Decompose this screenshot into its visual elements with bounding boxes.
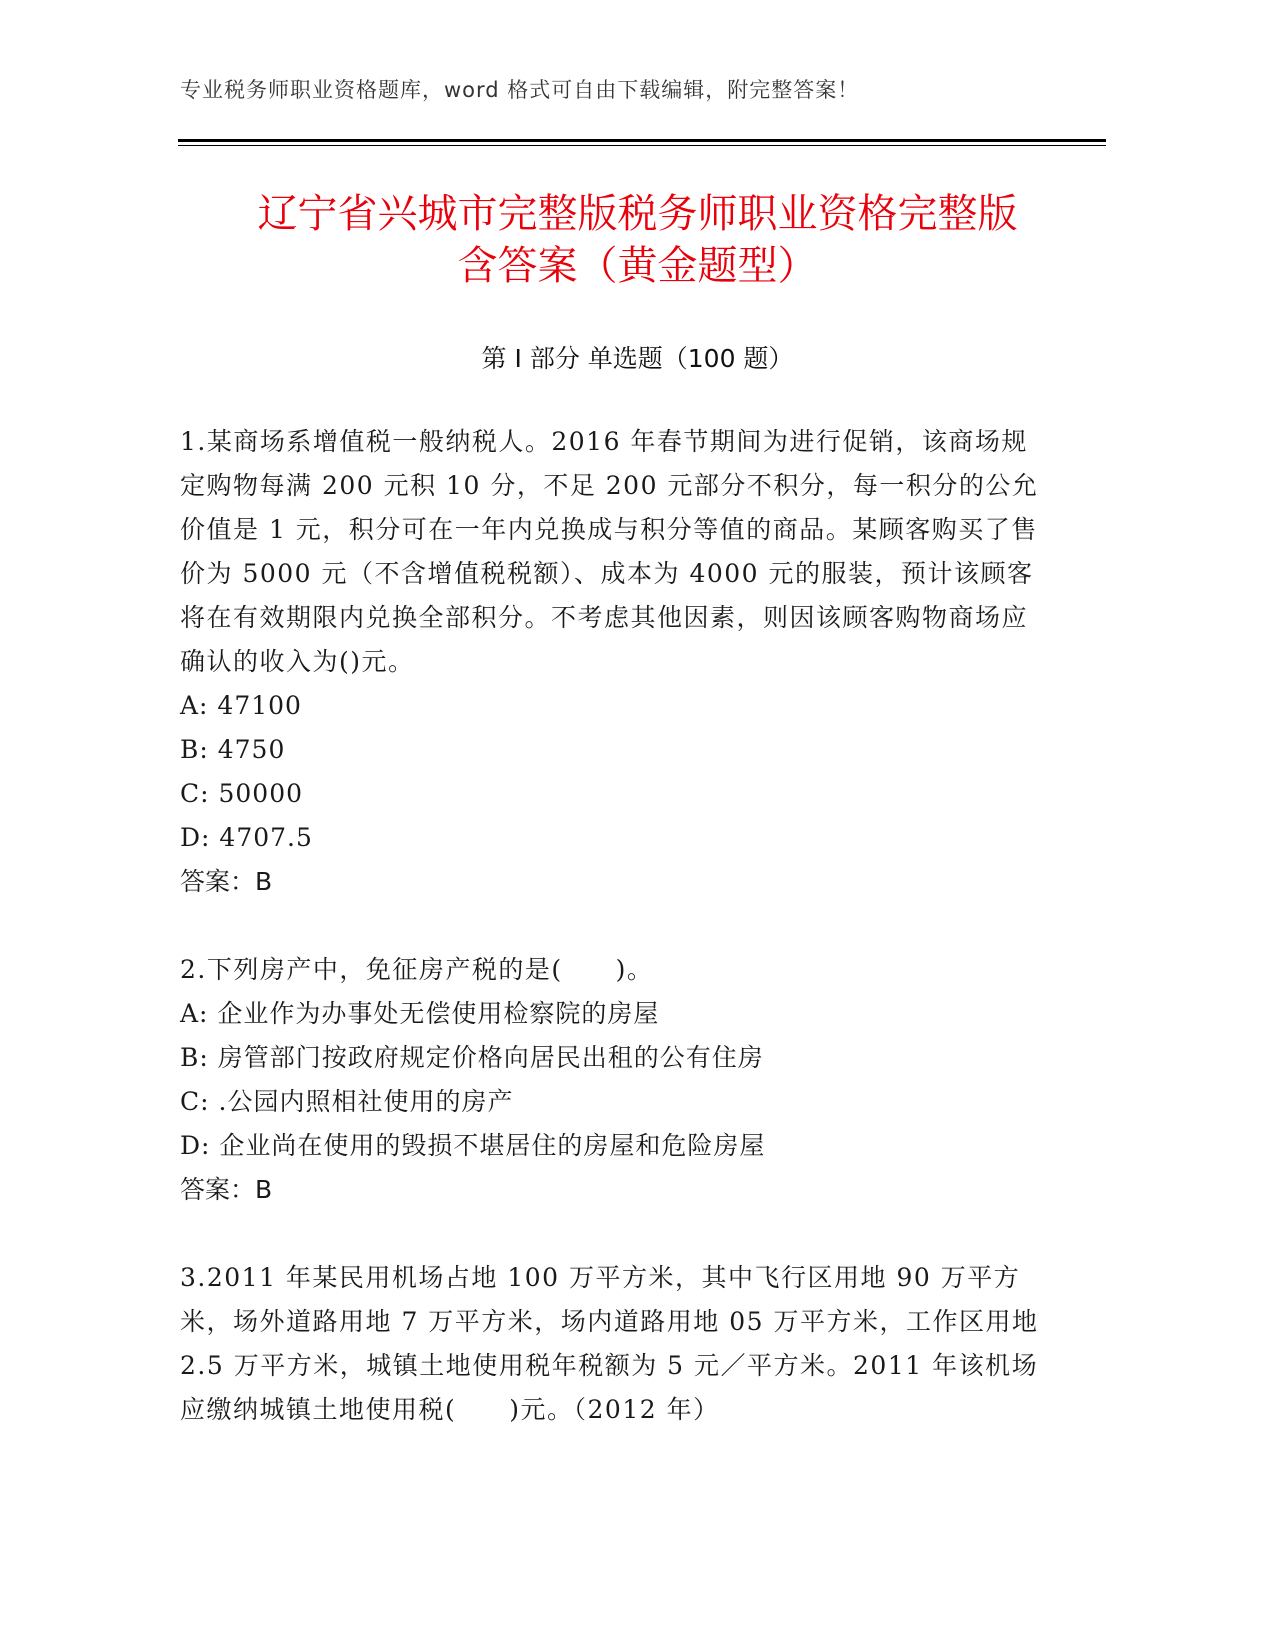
option-c: C: 50000 bbox=[180, 779, 304, 808]
question-3 bbox=[180, 1256, 1040, 1432]
header-rule-thick bbox=[178, 139, 1106, 142]
answer: 答案：B bbox=[180, 1175, 273, 1204]
option-a: A: 47100 bbox=[180, 691, 302, 720]
document-title bbox=[150, 188, 1125, 292]
option-c: C: .公园内照相社使用的房产 bbox=[180, 1087, 514, 1116]
section-heading: 第 I 部分 单选题（100 题） bbox=[481, 344, 794, 373]
question-1 bbox=[180, 420, 1040, 904]
question-stem: 3.2011 年某民用机场占地 100 万平方米，其中飞行区用地 90 万平方米，场外道路用地 7 万平方米，场内道路用地 05 万平方米，工作区用地 2.5 万平方米，城镇土地使用税年税额为 5 元／平方米。2011 年该机场应缴纳城镇土地使用税( )元。（2012 年） bbox=[180, 1263, 1039, 1424]
question-stem: 2.下列房产中，免征房产税的是( )。 bbox=[180, 955, 654, 984]
option-b: B: 4750 bbox=[180, 735, 286, 764]
question-stem: 1.某商场系增值税一般纳税人。2016 年春节期间为进行促销，该商场规定购物每满 200 元积 10 分，不足 200 元部分不积分，每一积分的公允价值是 1 元，积分可在一年内兑换成与积分等值的商品。某顾客购买了售价为 5000 元（不含增值税税额）、成本为 4000 元的服装，预计该顾客将在有效期限内兑换全部积分。不考虑其他因素，则因该顾客购物商场应确认的收入为()元。 bbox=[180, 427, 1039, 676]
question-list bbox=[180, 420, 1040, 1476]
answer: 答案：B bbox=[180, 867, 273, 896]
option-d: D: 企业尚在使用的毁损不堪居住的房屋和危险房屋 bbox=[180, 1131, 766, 1160]
header-note: 专业税务师职业资格题库，word 格式可自由下载编辑，附完整答案！ bbox=[180, 78, 860, 102]
question-2 bbox=[180, 948, 1040, 1212]
option-a: A: 企业作为办事处无偿使用检察院的房屋 bbox=[180, 999, 660, 1028]
title-line-1: 辽宁省兴城市完整版税务师职业资格完整版 bbox=[257, 191, 1018, 237]
option-d: D: 4707.5 bbox=[180, 823, 313, 852]
option-b: B: 房管部门按政府规定价格向居民出租的公有住房 bbox=[180, 1043, 764, 1072]
header-rule-thin bbox=[178, 145, 1106, 146]
title-line-2: 含答案（黄金题型） bbox=[457, 243, 818, 289]
